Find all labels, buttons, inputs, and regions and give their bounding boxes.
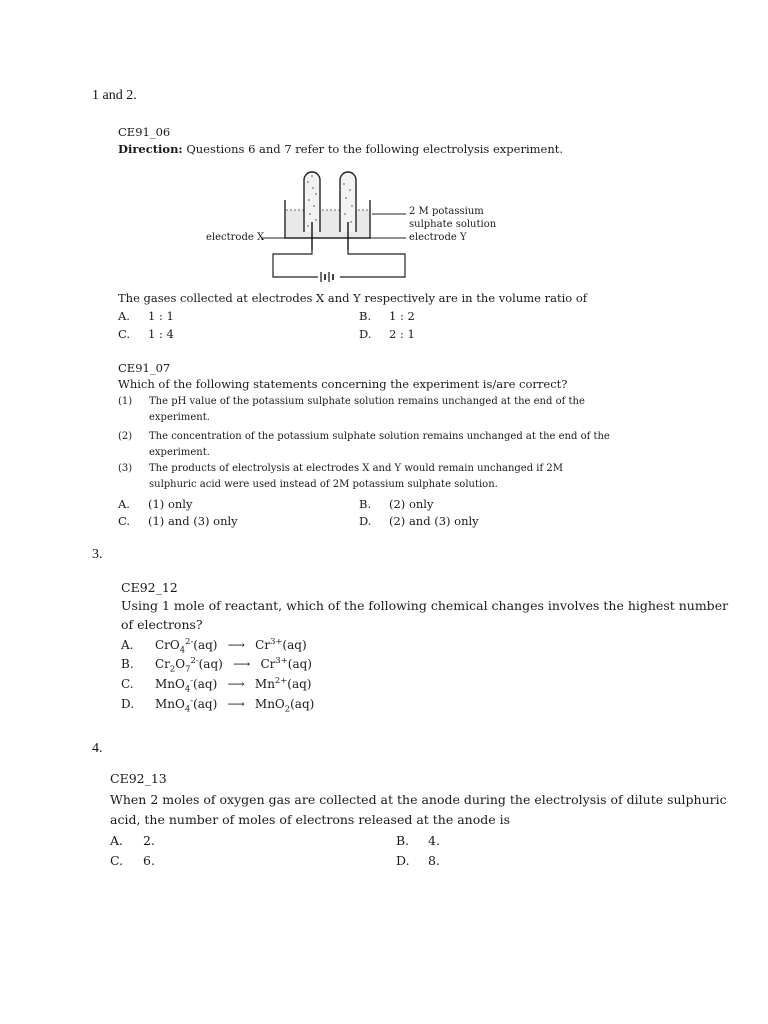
label-electrode-y: electrode Y (409, 232, 467, 243)
option-c-equation: C. MnO$_4$-(aq) ⟶ $Mn^{2+}(aq)$ (121, 675, 312, 694)
question-text-line2: acid, the number of moles of electrons released at the anode is (110, 812, 511, 827)
statement-1-line2: experiment. (149, 412, 210, 423)
option-d-letter: D. (359, 327, 372, 341)
question-text-ce91-06: The gases collected at electrodes X and Y respectively are in the volume ratio of (118, 291, 588, 305)
arrow-icon: ⟶ (227, 697, 245, 711)
arrow-icon: ⟶ (233, 657, 251, 671)
statement-2-line1: The concentration of the potassium sulphate solution remains unchanged at the end of the (149, 431, 610, 442)
option-a-text: 1 : 1 (148, 309, 174, 323)
statement-2-number: (2) (118, 431, 133, 442)
option-a-text: 2. (143, 833, 155, 848)
arrow-icon: ⟶ (227, 677, 245, 691)
question-text-ce91-07: Which of the following statements concerning the experiment is/are correct? (118, 377, 568, 391)
label-electrode-x: electrode X (206, 232, 265, 243)
option-a-letter: A. (118, 497, 130, 511)
question-number-3: 3. (92, 547, 103, 562)
option-d-text: (2) and (3) only (389, 514, 479, 528)
option-c-text: (1) and (3) only (148, 514, 238, 528)
option-letter: C. (121, 677, 134, 691)
option-a-equation: A. CrO$_4^{2-}$(aq) ⟶ $Cr^{3+}(aq)$ (121, 636, 307, 655)
battery-icon (318, 271, 340, 283)
question-text-line1: Using 1 mole of reactant, which of the following chemical changes involves the highest number (121, 598, 729, 613)
label-solution-line1: 2 M potassium (409, 206, 484, 217)
option-c-text: 6. (143, 853, 155, 868)
question-text-line1: When 2 moles of oxygen gas are collected at the anode during the electrolysis of dilute sulphuric (110, 792, 727, 807)
option-letter: B. (121, 657, 134, 671)
section-label-1-2: 1 and 2. (92, 88, 137, 103)
option-letter: A. (121, 638, 134, 652)
statement-3-line2: sulphuric acid were used instead of 2M potassium sulphate solution. (149, 479, 498, 490)
option-b-letter: B. (359, 497, 372, 511)
option-a-text: (1) only (148, 497, 193, 511)
statement-3-line1: The products of electrolysis at electrodes X and Y would remain unchanged if 2M (149, 463, 563, 474)
statement-1-number: (1) (118, 396, 133, 407)
label-solution-line2: sulphate solution (409, 219, 497, 230)
direction-text (118, 142, 563, 156)
option-b-equation: B. $Cr_2O_7^{2-}(aq)$ ⟶ $Cr^{3+}(aq)$ (121, 655, 312, 674)
option-c-letter: C. (118, 514, 131, 528)
statement-2-line2: experiment. (149, 447, 210, 458)
option-d-letter: D. (359, 514, 372, 528)
statement-3-number: (3) (118, 463, 133, 474)
option-d-text: 8. (428, 853, 440, 868)
direction-body: Questions 6 and 7 refer to the following electrolysis experiment. (182, 142, 564, 156)
question-number-4: 4. (92, 741, 103, 756)
option-c-letter: C. (118, 327, 131, 341)
option-d-equation: D. MnO$_4$-(aq) ⟶ MnO$_2$(aq) (121, 695, 315, 714)
option-b-text: 1 : 2 (389, 309, 415, 323)
arrow-icon: ⟶ (227, 638, 245, 652)
question-code-ce91-07: CE91_07 (118, 361, 171, 375)
option-a-letter: A. (110, 833, 124, 848)
question-code-ce92-12: CE92_12 (121, 580, 178, 595)
option-d-letter: D. (396, 853, 410, 868)
option-c-letter: C. (110, 853, 124, 868)
question-code-ce91-06: CE91_06 (118, 125, 171, 139)
question-text-line2: of electrons? (121, 617, 203, 632)
question-code-ce92-13: CE92_13 (110, 771, 167, 786)
option-b-text: (2) only (389, 497, 434, 511)
option-d-text: 2 : 1 (389, 327, 415, 341)
option-b-letter: B. (396, 833, 410, 848)
option-letter: D. (121, 697, 135, 711)
option-a-letter: A. (118, 309, 130, 323)
statement-1-line1: The pH value of the potassium sulphate solution remains unchanged at the end of the (149, 396, 585, 407)
option-b-letter: B. (359, 309, 372, 323)
option-c-text: 1 : 4 (148, 327, 174, 341)
option-b-text: 4. (428, 833, 440, 848)
direction-label: Direction: (118, 142, 183, 156)
